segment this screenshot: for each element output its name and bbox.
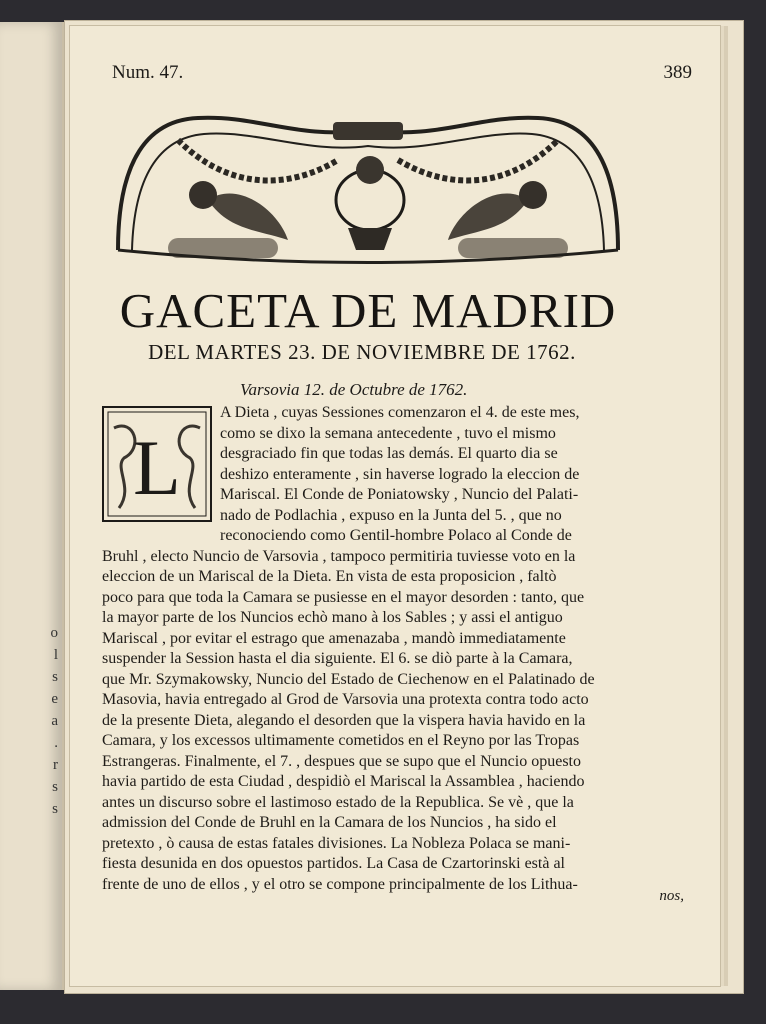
- article-line: Camara, y los excessos ultimamente cometidos en el Reyno por las Tropas: [102, 732, 580, 749]
- left-page-fragment: .: [54, 735, 58, 751]
- left-page-fragment: e: [51, 691, 58, 707]
- article-line: desgraciado fin que todas las demás. El quarto dia se: [220, 445, 558, 462]
- drop-cap-letter: L: [133, 424, 181, 511]
- left-page-edge: [0, 22, 64, 990]
- article-line: poco para que toda la Camara se pusiesse en el mayor desorden : tanto, que: [102, 588, 585, 606]
- article-line: de la presente Dieta, alegando el desorden que la vispera havia havido en la: [102, 711, 586, 729]
- left-page-fragment: s: [52, 669, 58, 685]
- ornament-illustration: [108, 100, 628, 268]
- article-line: Estrangeras. Finalmente, el 7. , despues que se supo que el Nuncio opuesto: [102, 752, 581, 770]
- article-line: Mariscal. El Conde de Poniatowsky , Nuncio del Palati-: [220, 486, 579, 503]
- article-line: suspender la Session hasta el dia siguiente. El 6. se diò parte à la Camara,: [102, 650, 573, 667]
- left-page-fragments: [44, 622, 58, 820]
- article-line: que Mr. Szymakowsky, Nuncio del Estado de Ciechenow en el Palatinado de: [102, 670, 595, 688]
- left-page-fragment: l: [53, 647, 58, 663]
- catchword: nos,: [659, 888, 684, 904]
- place-date: Varsovia 12. de Octubre de 1762.: [240, 380, 468, 399]
- left-page-fragment: r: [53, 757, 58, 773]
- article-line: havia partido de esta Ciudad , despidiò el Mariscal la Assamblea , haciendo: [102, 773, 585, 790]
- article-line: frente de uno de ellos , y el otro se compone principalmente de los Lithua-: [102, 875, 578, 893]
- masthead-title: GACETA DE MADRID: [119, 283, 617, 338]
- left-page-fragment: s: [52, 779, 58, 795]
- page-header: [112, 62, 692, 92]
- issue-number: Num. 47.: [112, 62, 184, 83]
- article-line: la mayor parte de los Nuncios echò mano à los Sables ; y assi el antiguo: [102, 609, 563, 626]
- article-line: Mariscal , por evitar el estrago que amenazaba , mandò immediatamente: [102, 629, 566, 647]
- left-page-fragment: o: [50, 625, 58, 641]
- article-line: fiesta desunida en dos opuestos partidos. La Casa de Czartorinski està al: [102, 855, 565, 872]
- article-line: Masovia, havia entregado al Grod de Varsovia una protexta contra todo acto: [102, 691, 589, 708]
- article-line: admission del Conde de Bruhl en la Camara de los Nuncios , ha sido el: [102, 814, 557, 831]
- article-line: nado de Podlachia , expuso en la Junta del 5. , que no: [220, 506, 562, 524]
- article-line: pretexto , ò causa de estas fatales divisiones. La Nobleza Polaca se mani-: [102, 834, 571, 852]
- article-line: reconociendo como Gentil-hombre Polaco al Conde de: [220, 527, 572, 544]
- left-page-fragment: a: [51, 713, 58, 729]
- page-number: 389: [663, 62, 692, 83]
- article-line: como se dixo la semana antecedente , tuvo el mismo: [220, 424, 556, 442]
- article-line: eleccion de un Mariscal de la Dieta. En vista de esta proposicion , faltò: [102, 568, 557, 585]
- article-line: Bruhl , electo Nuncio de Varsovia , tampoco permitiria tuviesse voto en la: [102, 547, 576, 565]
- masthead-dateline: DEL MARTES 23. DE NOVIEMBRE DE 1762.: [148, 340, 576, 364]
- article-line: A Dieta , cuyas Sessiones comenzaron el 4. de este mes,: [220, 404, 580, 421]
- left-page-fragment: s: [52, 801, 58, 817]
- gazette-page: [70, 26, 720, 986]
- article-line: deshizo enteramente , sin haverse logrado la eleccion de: [220, 465, 580, 483]
- article-line: antes un discurso sobre el lastimoso estado de la Republica. Se vè , que la: [102, 793, 574, 811]
- article-body: [102, 403, 624, 895]
